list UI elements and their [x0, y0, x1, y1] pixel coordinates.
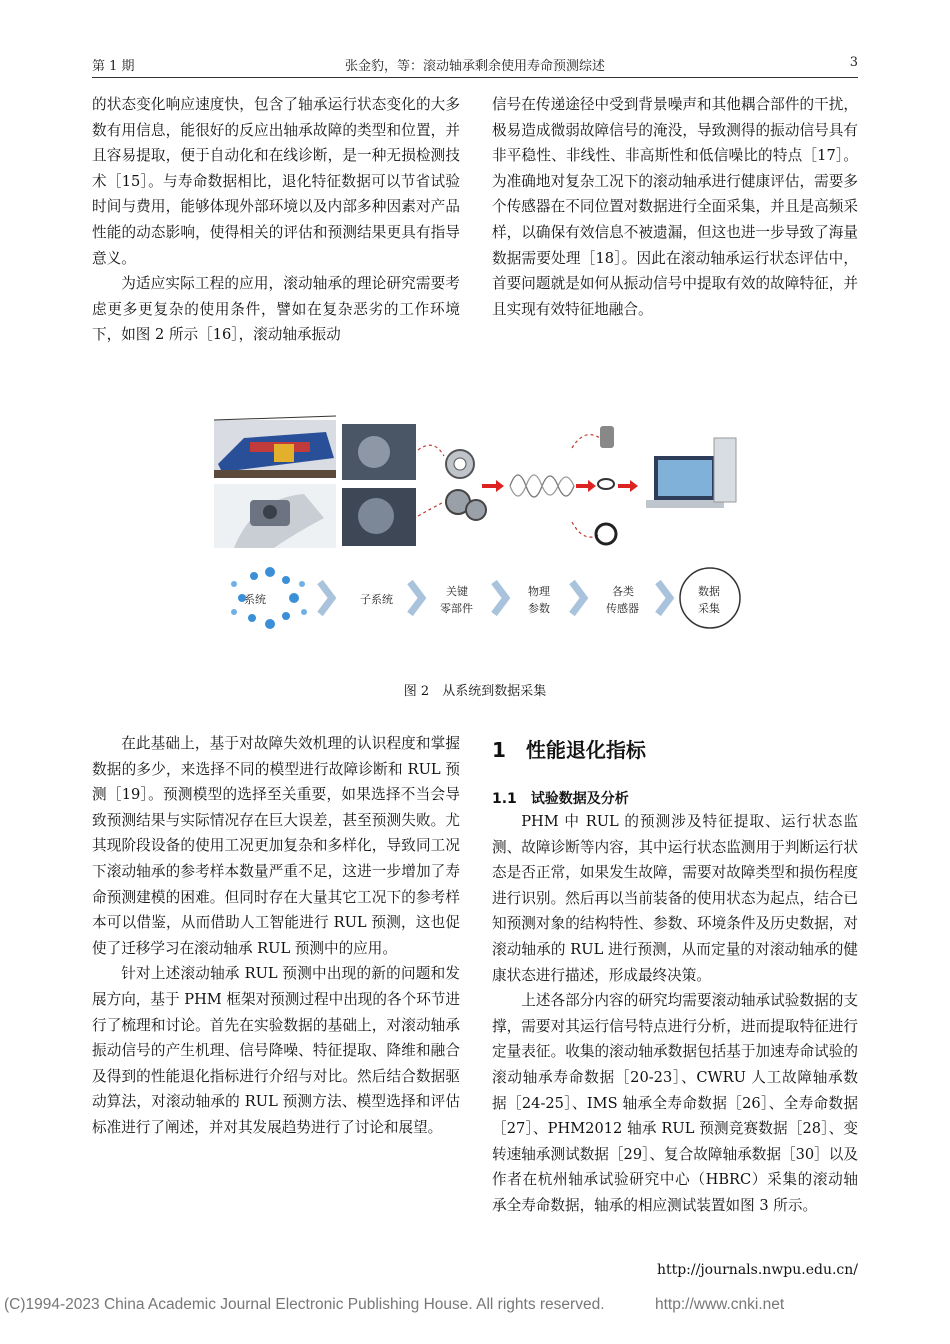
sensor-icon [596, 524, 616, 544]
page-number: 3 [849, 55, 858, 70]
paragraph: 信号在传递途径中受到背景噪声和其他耦合部件的干扰，极易造成微弱故障信号的淹没，导致测得的振动信号具有非平稳性、非线性、非高斯性和低信噪比的特点［17］。为准确地对复杂工况下的滚动轴承进行健康评估，需要多个传感器在不同位置对数据进行全面采集，并且是高频采样，以确保有效信息不被遗漏，但这也进一步导致了海量数据需要处理［18］。因此在滚动轴承运行状态评估中，首要问题就是如何从振动信号中提取有效的故障特征，并且实现有效特征地融合。 [492, 96, 858, 318]
flow-label-physical: 物理 [528, 585, 550, 598]
wind-turbine-image [214, 484, 336, 548]
flow-label-data: 数据 [698, 585, 720, 598]
section-number: 1 [492, 738, 506, 762]
chevron-right-icon [410, 582, 422, 614]
sensor-icon [600, 426, 614, 448]
subsection-number: 1.1 [492, 791, 517, 807]
paragraph: 的状态变化响应速度快，包含了轴承运行状态变化的大多数有用信息，能很好的反应出轴承故障的类型和位置，并且容易提取，便于自动化和在线诊断，是一种无损检测技术［15］。与寿命数据相比，退化特征数据可以节省试验时间与费用，能够体现外部环境以及内部多种因素对产品性能的动态影响，使得相关的评估和预测结果更具有指导意义。 [92, 96, 460, 267]
chevron-right-icon [572, 582, 584, 614]
figure-caption: 图 2 从系统到数据采集 [403, 684, 547, 699]
subsection-heading [492, 788, 629, 808]
flow-label-parameter: 参数 [528, 602, 550, 615]
subsection-title: 试验数据及分析 [530, 791, 629, 807]
data-acquisition-computer [646, 438, 736, 508]
flow-system [231, 567, 307, 629]
section-title: 性能退化指标 [525, 738, 646, 762]
flow-label-sensor: 传感器 [606, 602, 639, 615]
running-title: 张金豹，等：滚动轴承剩余使用寿命预测综述 [344, 59, 605, 74]
copyright-text: (C)1994-2023 China Academic Journal Electronic Publishing House. All rights reserved. [4, 1296, 605, 1313]
flow-label-subsystem: 子系统 [360, 593, 393, 606]
flow-label-component: 零部件 [440, 602, 473, 615]
cnki-link[interactable]: http://www.cnki.net [655, 1296, 785, 1313]
flow-label-system: 系统 [244, 593, 266, 606]
section-heading [492, 734, 646, 763]
paragraph: 在此基础上，基于对故障失效机理的认识程度和掌握数据的多少，来选择不同的模型进行故障诊断和 RUL 预测［19］。预测模型的选择至关重要，如果选择不当会导致预测结果与实际情况存在巨大误差，甚至预测失败。尤其现阶段设备的使用工况更加复杂和多样化，导致同工况下滚动轴承的参考样本数量严重不足，这进一步增加了寿命预测建模的困难。但同时存在大量其它工况下的参考样本可以借鉴，从而借助人工智能进行 RUL 预测，这也促使了迁移学习在滚动轴承 RUL 预测中的应用。 [92, 735, 460, 957]
left-column-bottom [92, 731, 460, 1141]
chevron-right-icon [320, 582, 332, 614]
paragraph: PHM 中 RUL 的预测涉及特征提取、运行状态监测、故障诊断等内容，其中运行状态监测用于判断运行状态是否正常，如果发生故障，需要对故障类型和损伤程度进行识别。然后再以当前装备的使用状态为起点，结合已知预测对象的结构特性、参数、环境条件及历史数据，对滚动轴承的 RUL 进行预测，从而定量的对滚动轴承的健康状态进行描述，形成最终决策。 [492, 813, 858, 984]
header-rule [92, 77, 858, 78]
arrow-icon [576, 480, 596, 492]
flow-label-various: 各类 [612, 585, 634, 598]
figure-2 [214, 398, 744, 656]
chevron-right-icon [494, 582, 506, 614]
chevron-right-icon [658, 582, 670, 614]
journal-url[interactable]: http://journals.nwpu.edu.cn/ [656, 1262, 858, 1278]
left-column-top [92, 92, 460, 348]
data-collection-circle [680, 568, 740, 628]
train-image [214, 416, 336, 478]
arrow-icon [482, 480, 504, 492]
sensor-icon [598, 479, 614, 489]
paragraph: 上述各部分内容的研究均需要滚动轴承试验数据的支撑，需要对其运行信号特点进行分析，进而提取特征进行定量表征。收集的滚动轴承数据包括基于加速寿命试验的滚动轴承寿命数据［20-23］、CWRU 人工故障轴承数据［24-25］、IMS 轴承全寿命数据［26］、全寿命数据［27］、PHM2012 轴承 RUL 预测竞赛数据［28］、变转速轴承测试数据［29］、复合故障轴承数据［30］以及作者在杭州轴承试验研究中心（HBRC）采集的滚动轴承全寿命数据，轴承的相应测试装置如图 3 所示。 [492, 992, 858, 1214]
right-column-top [492, 92, 858, 322]
gear-icon [466, 500, 486, 520]
paragraph: 针对上述滚动轴承 RUL 预测中出现的新的问题和发展方向，基于 PHM 框架对预测过程中出现的各个环节进行了梳理和讨论。首先在实验数据的基础上，对滚动轴承振动信号的产生机理、信号降噪、特征提取、降维和融合及得到的性能退化指标进行介绍与对比。然后结合数据驱动算法，对滚动轴承的 RUL 预测方法、模型选择和评估标准进行了阐述，并对其发展趋势进行了讨论和展望。 [92, 965, 460, 1136]
right-column-bottom [492, 809, 858, 1219]
journal-issue: 第 1 期 [92, 59, 135, 74]
flow-label-key: 关键 [446, 585, 468, 598]
flow-label-collection: 采集 [698, 602, 720, 615]
paragraph: 为适应实际工程的应用，滚动轴承的理论研究需要考虑更多更复杂的使用条件，譬如在复杂恶劣的工作环境下，如图 2 所示［16］，滚动轴承振动 [92, 275, 460, 344]
figure-illustration [214, 398, 744, 656]
arrow-icon [618, 480, 638, 492]
